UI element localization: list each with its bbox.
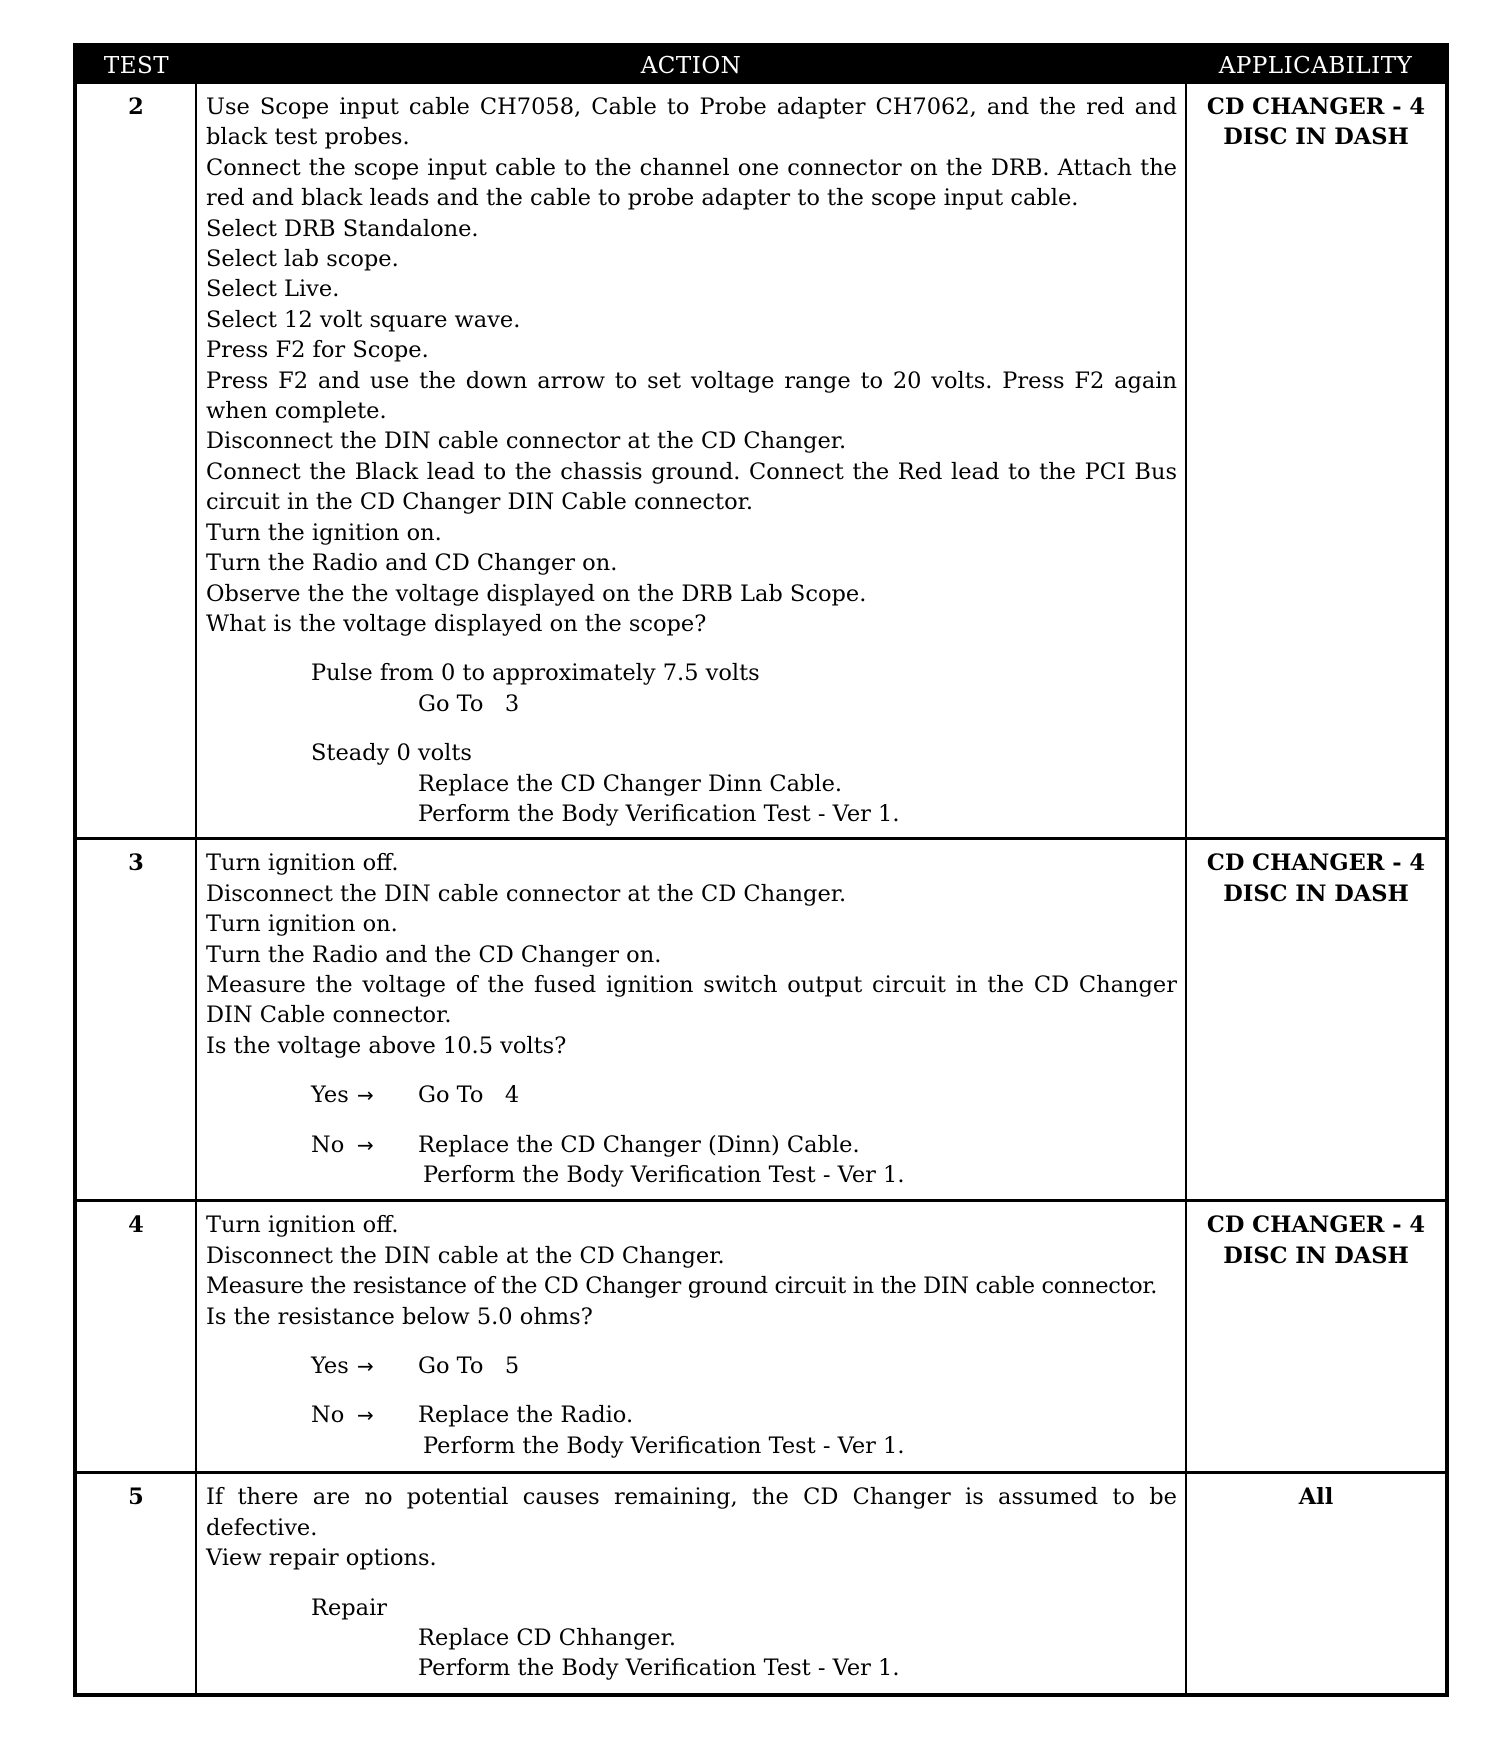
result-action: Replace the CD Changer Dinn Cable.	[418, 770, 843, 797]
yes-branch	[206, 1351, 1177, 1381]
test-number: 2	[75, 84, 196, 839]
step: Use Scope input cable CH7058, Cable to Probe adapter CH7062, and the red and black test probes.	[206, 94, 1177, 151]
result-label: Steady 0 volts	[311, 740, 472, 767]
header-test: TEST	[75, 45, 196, 84]
step: Disconnect the DIN cable connector at the CD Changer.	[206, 880, 847, 907]
step: Turn the Radio and the CD Changer on.	[206, 941, 662, 968]
no-action: Perform the Body Verification Test - Ver 1.	[423, 1162, 905, 1188]
step: Observe the the voltage displayed on the DRB Lab Scope.	[206, 580, 867, 607]
step: Disconnect the DIN cable at the CD Changer.	[206, 1242, 725, 1269]
repair-action: Perform the Body Verification Test - Ver 1.	[418, 1655, 900, 1682]
yes-label: Yes	[311, 1352, 349, 1379]
step: Select Live.	[206, 276, 340, 303]
step: Is the resistance below 5.0 ohms?	[206, 1303, 593, 1330]
test-row-2	[75, 84, 1447, 839]
applicability-cell	[1186, 84, 1447, 839]
result-action: Go To 3	[418, 690, 520, 717]
test-number: 4	[75, 1201, 196, 1473]
repair-action: Replace CD Chhanger.	[418, 1624, 677, 1651]
step: Press F2 for Scope.	[206, 337, 429, 364]
repair-label: Repair	[311, 1594, 388, 1621]
step: Disconnect the DIN cable connector at the CD Changer.	[206, 428, 847, 455]
applicability-cell	[1186, 839, 1447, 1201]
action-cell	[196, 84, 1186, 839]
step: Connect the scope input cable to the channel one connector on the DRB. Attach the red and black leads and the cable to probe adapter to the scope input cable.	[206, 154, 1177, 212]
step: View repair options.	[206, 1545, 437, 1572]
applicability-cell	[1186, 1473, 1447, 1695]
test-row-3	[75, 839, 1447, 1201]
step: Connect the Black lead to the chassis ground. Connect the Red lead to the PCI Bus circuit in the CD Changer DIN Cable connector.	[206, 458, 1177, 516]
arrow-right-icon: →	[357, 1353, 374, 1378]
applicability-line: CD CHANGER - 4	[1206, 94, 1426, 120]
arrow-right-icon: →	[357, 1132, 374, 1157]
test-number: 5	[75, 1473, 196, 1695]
applicability-cell	[1186, 1201, 1447, 1473]
applicability-line: CD CHANGER - 4	[1206, 850, 1426, 877]
applicability-line: All	[1298, 1484, 1334, 1511]
step: Select DRB Standalone.	[206, 215, 479, 242]
yes-branch	[206, 1080, 1177, 1110]
yes-action: Go To 4	[418, 1082, 520, 1109]
no-action: Replace the CD Changer (Dinn) Cable.	[418, 1131, 860, 1158]
no-label: No	[311, 1131, 345, 1158]
test-row-5	[75, 1473, 1447, 1695]
step: Press F2 and use the down arrow to set voltage range to 20 volts. Press F2 again when complete.	[206, 367, 1177, 425]
header-applicability: APPLICABILITY	[1186, 45, 1447, 84]
result-action: Perform the Body Verification Test - Ver 1.	[418, 800, 900, 827]
no-branch	[206, 1400, 1177, 1430]
step: Turn ignition off.	[206, 850, 399, 877]
applicability-line: DISC IN DASH	[1223, 880, 1409, 907]
result-label: Pulse from 0 to approximately 7.5 volts	[311, 660, 760, 687]
step: Measure the voltage of the fused ignition switch output circuit in the CD Changer DIN Cable connector.	[206, 971, 1177, 1029]
step: Turn ignition off.	[206, 1212, 399, 1239]
no-action: Replace the Radio.	[418, 1402, 634, 1429]
action-cell	[196, 839, 1186, 1201]
action-cell	[196, 1473, 1186, 1695]
diagnostic-test-table	[73, 43, 1449, 1697]
no-action: Perform the Body Verification Test - Ver 1.	[423, 1432, 905, 1459]
test-number: 3	[75, 839, 196, 1201]
no-branch	[206, 1130, 1177, 1160]
step: Measure the resistance of the CD Changer ground circuit in the DIN cable connector.	[206, 1273, 1158, 1300]
step: Is the voltage above 10.5 volts?	[206, 1032, 567, 1059]
step: If there are no potential causes remaining, the CD Changer is assumed to be defective.	[206, 1484, 1177, 1541]
yes-action: Go To 5	[418, 1352, 520, 1379]
step: What is the voltage displayed on the scope?	[206, 610, 707, 637]
test-row-4	[75, 1201, 1447, 1473]
arrow-right-icon: →	[357, 1403, 374, 1428]
header-action: ACTION	[196, 45, 1186, 84]
step: Select 12 volt square wave.	[206, 306, 521, 333]
no-label: No	[311, 1402, 345, 1429]
arrow-right-icon: →	[357, 1083, 374, 1108]
step: Turn the Radio and CD Changer on.	[206, 550, 618, 577]
table-header-row	[75, 45, 1447, 84]
step: Select lab scope.	[206, 246, 399, 273]
yes-label: Yes	[311, 1082, 349, 1109]
applicability-line: DISC IN DASH	[1223, 124, 1409, 151]
applicability-line: CD CHANGER - 4	[1206, 1212, 1426, 1239]
action-cell	[196, 1201, 1186, 1473]
applicability-line: DISC IN DASH	[1223, 1242, 1409, 1269]
step: Turn the ignition on.	[206, 519, 442, 546]
step: Turn ignition on.	[206, 911, 398, 938]
